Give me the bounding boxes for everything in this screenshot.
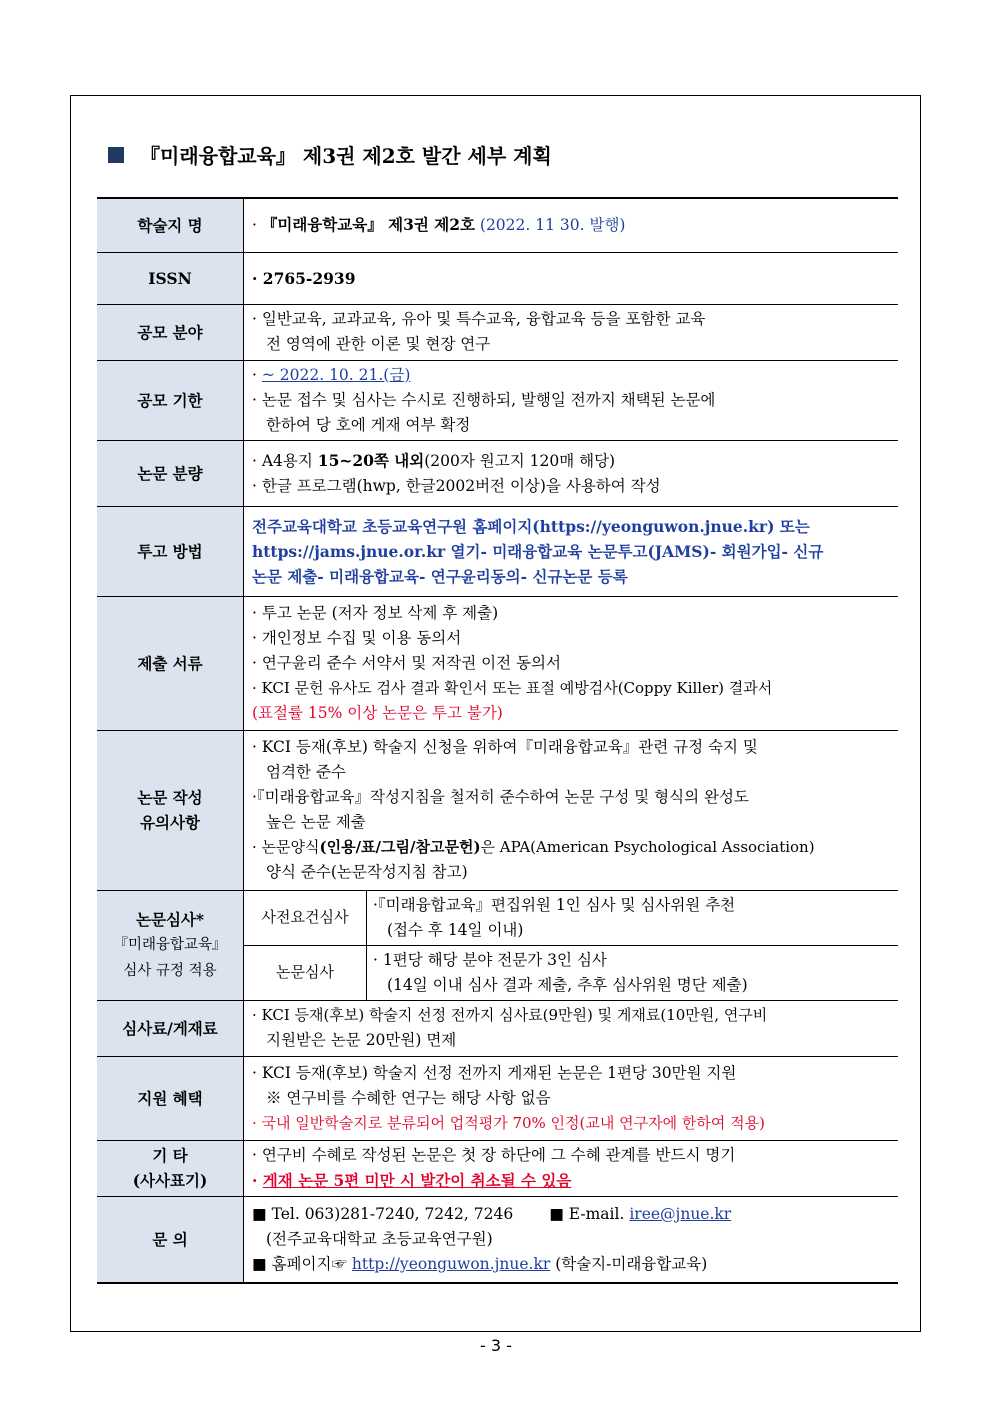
label-submit-method: 투고 방법 (97, 506, 244, 596)
row-contact (97, 1196, 898, 1283)
label-etc: 기 타 (사사표기) (97, 1140, 244, 1196)
square-bullet-icon (108, 147, 124, 163)
row-volume (97, 440, 898, 506)
value-support: · KCI 등재(후보) 학술지 선정 전까지 게재된 논문은 1편당 30만원 지원 ※ 연구비를 수혜한 연구는 해당 사항 없음 · 국내 일반학술지로 분류되어 업적평가 70% 인정(교내 연구자에 한하여 적용) (244, 1056, 899, 1140)
row-fees (97, 1000, 898, 1056)
row-submit-method (97, 506, 898, 596)
value-deadline: · ~ 2022. 10. 21.(금) · 논문 접수 및 심사는 수시로 진행하되, 발행일 전까지 채택된 논문에 한하여 당 호에 게재 여부 확정 (244, 360, 899, 440)
value-etc: · 연구비 수혜로 작성된 논문은 첫 장 하단에 그 수혜 관계를 반드시 명기 · 게재 논문 5편 미만 시 발간이 취소될 수 있음 (244, 1140, 899, 1196)
value-review (244, 890, 899, 1000)
row-review (97, 890, 898, 1000)
label-documents: 제출 서류 (97, 596, 244, 730)
contact-email-link[interactable]: iree@jnue.kr (629, 1204, 732, 1223)
value-documents: · 투고 논문 (저자 정보 삭제 후 제출) · 개인정보 수집 및 이용 동의서 · 연구윤리 준수 서약서 및 저작권 이전 동의서 · KCI 문헌 유사도 검사 결과 확인서 또는 표절 예방검사(Coppy Killer) 결과서 (표절률 15% 이상 논문은 투고 불가) (244, 596, 899, 730)
label-journal: 학술지 명 (97, 198, 244, 252)
main-review-value: · 1편당 해당 분야 전문가 3인 심사 (14일 이내 심사 결과 제출, 추후 심사위원 명단 제출) (367, 945, 899, 1000)
contact-org: (전주교육대학교 초등교육연구원) (266, 1229, 493, 1248)
pre-review-label: 사전요건심사 (244, 891, 367, 946)
value-field: · 일반교육, 교과교육, 유아 및 특수교육, 융합교육 등을 포함한 교육 전 영역에 관한 이론 및 현장 연구 (244, 304, 899, 360)
row-documents (97, 596, 898, 730)
value-journal: · 『미래융학교육』 제3권 제2호 (2022. 11 30. 발행) (244, 198, 899, 252)
page-number: - 3 - (480, 1336, 512, 1355)
label-guidelines: 논문 작성 유의사항 (97, 730, 244, 890)
main-review-label: 논문심사 (244, 945, 367, 1000)
submit-line3: 논문 제출- 미래융합교육- 연구윤리동의- 신규논문 등록 (252, 566, 628, 586)
label-contact: 문 의 (97, 1196, 244, 1283)
section-title-text: 『미래융합교육』 제3권 제2호 발간 세부 계획 (140, 144, 552, 168)
row-journal (97, 198, 898, 252)
pre-review-value: ·『미래융합교육』편집위원 1인 심사 및 심사위원 추천 (접수 후 14일 이내) (367, 891, 899, 946)
value-contact: ■ Tel. 063)281-7240, 7242, 7246 ■ E-mail. iree@jnue.kr (전주교육대학교 초등교육연구원) ■ 홈페이지☞ http://yeonguwon.jnue.kr (학술지-미래융합교육) (244, 1196, 899, 1283)
label-field: 공모 분야 (97, 304, 244, 360)
journal-date: (2022. 11 30. 발행) (479, 216, 626, 235)
row-guidelines (97, 730, 898, 890)
label-deadline: 공모 기한 (97, 360, 244, 440)
row-field (97, 304, 898, 360)
row-support (97, 1056, 898, 1140)
label-issn: ISSN (97, 252, 244, 304)
value-issn: · 2765-2939 (244, 252, 899, 304)
row-etc (97, 1140, 898, 1196)
journal-name: 『미래융학교육』 제3권 제2호 (261, 215, 475, 235)
deadline-date: ~ 2022. 10. 21.(금) (261, 365, 411, 384)
value-guidelines: · KCI 등재(후보) 학술지 신청을 위하여『미래융합교육』관련 규정 숙지 및 엄격한 준수 ·『미래융합교육』작성지침을 철저히 준수하여 논문 구성 및 형식의 완성도 높은 논문 제출 · 논문양식(인용/표/그림/참고문헌)은 APA(American Psychological Association) 양식 준수(논문작성지침 참고) (244, 730, 899, 890)
row-deadline (97, 360, 898, 440)
submit-line2[interactable]: https://jams.jnue.or.kr 열기- 미래융합교육 논문투고(JAMS)- 회원가입- 신규 (252, 541, 824, 561)
cancel-warning: 게재 논문 5편 미만 시 발간이 취소될 수 있음 (262, 1170, 572, 1190)
submit-line1[interactable]: 전주교육대학교 초등교육연구원 홈페이지(https://yeonguwon.jnue.kr) 또는 (252, 516, 810, 536)
value-fees: · KCI 등재(후보) 학술지 선정 전까지 심사료(9만원) 및 게재료(10만원, 연구비 지원받은 논문 20만원) 면제 (244, 1000, 899, 1056)
label-review: 논문심사* 『미래융합교육』 심사 규정 적용 (97, 890, 244, 1000)
label-volume: 논문 분량 (97, 440, 244, 506)
review-subtable (244, 891, 898, 1000)
row-issn (97, 252, 898, 304)
contact-tel: ■ Tel. 063)281-7240, 7242, 7246 (252, 1204, 514, 1223)
section-title (108, 140, 552, 169)
value-submit-method[interactable] (244, 506, 899, 596)
homepage-link[interactable]: http://yeonguwon.jnue.kr (351, 1254, 551, 1273)
info-table (97, 197, 898, 1284)
plagiarism-note: (표절률 15% 이상 논문은 투고 불가) (252, 703, 503, 722)
label-fees: 심사료/게재료 (97, 1000, 244, 1056)
label-support: 지원 혜택 (97, 1056, 244, 1140)
value-volume: · A4용지 15~20쪽 내외(200자 원고지 120매 해당) · 한글 프로그램(hwp, 한글2002버전 이상)을 사용하여 작성 (244, 440, 899, 506)
